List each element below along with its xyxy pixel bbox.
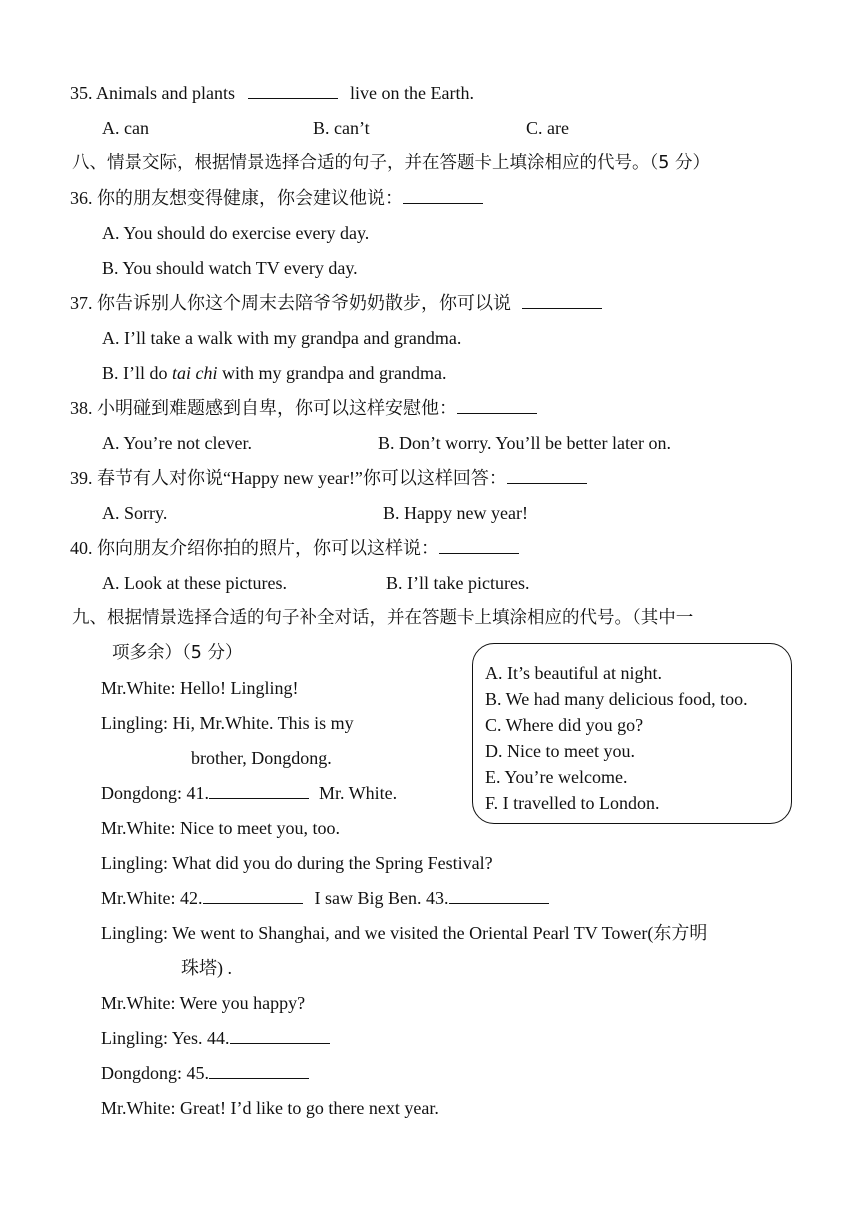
- dialogue-line-41: [101, 782, 397, 804]
- option-a[interactable]: A. You should do exercise every day.: [102, 223, 370, 243]
- option-b[interactable]: B. You should watch TV every day.: [102, 258, 358, 278]
- question-prompt: 40. 你向朋友介绍你拍的照片，你可以这样说：: [70, 538, 439, 558]
- question-text: Animals and plants: [96, 83, 235, 103]
- choice-c: C. Where did you go?: [485, 715, 644, 735]
- option-a[interactable]: A. Sorry.: [102, 503, 168, 523]
- question-37: [70, 292, 602, 314]
- choice-d: D. Nice to meet you.: [485, 741, 635, 761]
- answer-blank[interactable]: [403, 187, 483, 204]
- answer-blank[interactable]: [439, 537, 519, 554]
- section-8-heading: 八、情景交际，根据情景选择合适的句子，并在答题卡上填涂相应的代号。（5 分）: [72, 153, 710, 173]
- question-prompt: 37. 你告诉别人你这个周末去陪爷爷奶奶散步，你可以说: [70, 293, 511, 313]
- question-prompt: 38. 小明碰到难题感到自卑，你可以这样安慰他：: [70, 398, 457, 418]
- dialogue-line: Lingling: Hi, Mr.White. This is my: [101, 713, 354, 733]
- choice-a: A. It’s beautiful at night.: [485, 663, 662, 683]
- question-number: 35.: [70, 83, 93, 103]
- answer-blank[interactable]: [507, 467, 587, 484]
- option-b[interactable]: B. can’t: [313, 118, 370, 138]
- dialogue-line: Mr.White: Hello! Lingling!: [101, 678, 299, 698]
- question-text: live on the Earth.: [350, 83, 474, 103]
- dialogue-line-45: [101, 1062, 309, 1084]
- answer-blank-44[interactable]: [230, 1027, 330, 1044]
- question-prompt: 36. 你的朋友想变得健康，你会建议他说：: [70, 188, 403, 208]
- question-40: [70, 537, 519, 559]
- option-b[interactable]: [102, 362, 446, 384]
- choice-b: B. We had many delicious food, too.: [485, 689, 748, 709]
- option-text: B. I’ll do: [102, 363, 168, 383]
- question-38: [70, 397, 537, 419]
- option-a[interactable]: A. I’ll take a walk with my grandpa and grandma.: [102, 328, 462, 348]
- dialogue-line: Lingling: We went to Shanghai, and we visited the Oriental Pearl TV Tower(东方明: [101, 923, 708, 943]
- dialogue-line: Mr.White: Were you happy?: [101, 993, 306, 1013]
- answer-blank[interactable]: [457, 397, 537, 414]
- option-c[interactable]: C. are: [526, 118, 569, 138]
- dialogue-line-44: [101, 1027, 330, 1049]
- dialogue-text: Mr.White: 42.: [101, 888, 203, 908]
- dialogue-line: Mr.White: Nice to meet you, too.: [101, 818, 340, 838]
- dialogue-text: Dongdong: 41.: [101, 783, 209, 803]
- question-35: [70, 82, 474, 104]
- answer-blank[interactable]: [248, 82, 338, 99]
- option-a[interactable]: A. can: [102, 118, 149, 138]
- option-text: with my grandpa and grandma.: [222, 363, 447, 383]
- dialogue-line: Mr.White: Great! I’d like to go there next year.: [101, 1098, 439, 1118]
- option-a[interactable]: A. You’re not clever.: [102, 433, 252, 453]
- dialogue-text: Lingling: Yes. 44.: [101, 1028, 230, 1048]
- answer-blank-43[interactable]: [449, 887, 549, 904]
- option-a[interactable]: A. Look at these pictures.: [102, 573, 287, 593]
- dialogue-line-42-43: [101, 887, 549, 909]
- dialogue-line: Lingling: What did you do during the Spring Festival?: [101, 853, 493, 873]
- dialogue-line-cont: brother, Dongdong.: [191, 748, 332, 768]
- answer-blank-42[interactable]: [203, 887, 303, 904]
- question-36: [70, 187, 483, 209]
- dialogue-text: Dongdong: 45.: [101, 1063, 209, 1083]
- option-italic-text: tai chi: [172, 363, 218, 383]
- dialogue-text: Mr. White.: [319, 783, 398, 803]
- dialogue-line-cont: 珠塔) .: [181, 958, 232, 978]
- answer-blank[interactable]: [522, 292, 602, 309]
- option-b[interactable]: B. Happy new year!: [383, 503, 528, 523]
- answer-blank-41[interactable]: [209, 782, 309, 799]
- choices-box: [472, 643, 792, 824]
- answer-blank-45[interactable]: [209, 1062, 309, 1079]
- option-b[interactable]: B. Don’t worry. You’ll be better later on.: [378, 433, 671, 453]
- question-prompt: 39. 春节有人对你说“Happy new year!”你可以这样回答：: [70, 468, 507, 488]
- section-9-heading: 九、根据情景选择合适的句子补全对话，并在答题卡上填涂相应的代号。（其中一: [72, 608, 694, 628]
- section-9-heading-cont: 项多余）（5 分）: [112, 643, 243, 663]
- choice-f: F. I travelled to London.: [485, 793, 660, 813]
- option-b[interactable]: B. I’ll take pictures.: [386, 573, 530, 593]
- dialogue-text: I saw Big Ben. 43.: [314, 888, 449, 908]
- choice-e: E. You’re welcome.: [485, 767, 628, 787]
- question-39: [70, 467, 587, 489]
